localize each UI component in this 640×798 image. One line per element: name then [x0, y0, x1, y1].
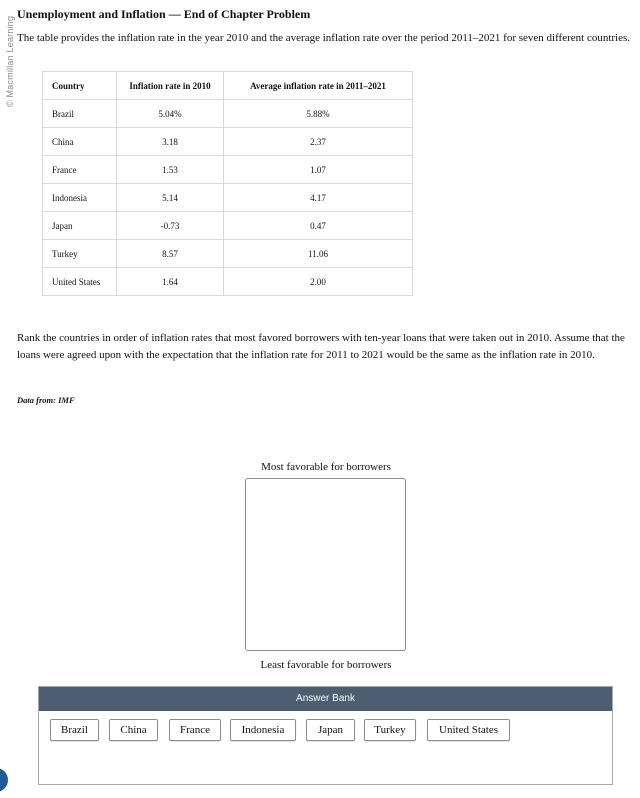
cell-country: Indonesia [43, 184, 117, 212]
table-row [43, 240, 413, 268]
cell-average-rate: 0.47 [224, 212, 413, 240]
cell-rate-2010: 8.57 [117, 240, 224, 268]
table-row [43, 184, 413, 212]
cell-rate-2010: 1.64 [117, 268, 224, 296]
table-row [43, 268, 413, 296]
cell-average-rate: 4.17 [224, 184, 413, 212]
table-row [43, 128, 413, 156]
answer-bank [38, 686, 613, 785]
table-row [43, 156, 413, 184]
least-favorable-label: Least favorable for borrowers [260, 659, 392, 671]
cell-country: United States [43, 268, 117, 296]
most-favorable-label: Most favorable for borrowers [261, 461, 391, 473]
chip-brazil[interactable]: Brazil [50, 719, 99, 741]
cell-average-rate: 1.07 [224, 156, 413, 184]
cell-average-rate: 5.88% [224, 100, 413, 128]
cell-rate-2010: 1.53 [117, 156, 224, 184]
header-country: Country [43, 72, 117, 100]
chip-united-states[interactable]: United States [427, 719, 510, 741]
cell-country: Turkey [43, 240, 117, 268]
inflation-table [42, 71, 413, 296]
cell-country: Brazil [43, 100, 117, 128]
cell-average-rate: 11.06 [224, 240, 413, 268]
chip-turkey[interactable]: Turkey [364, 719, 416, 741]
cell-country: France [43, 156, 117, 184]
cell-country: China [43, 128, 117, 156]
table-header-row [43, 72, 413, 100]
chip-japan[interactable]: Japan [306, 719, 355, 741]
header-average-inflation: Average inflation rate in 2011–2021 [224, 72, 413, 100]
chip-indonesia[interactable]: Indonesia [230, 719, 296, 741]
question-text: Rank the countries in order of inflation rates that most favored borrowers with ten-year loans that were taken out in 2010. Assume that the loans were agreed upon with the expectation that the inflation rate for 2011 to 2021 would be the same as the inflation rate in 2010. [17, 332, 625, 361]
table-row [43, 100, 413, 128]
ranking-drop-zone[interactable] [245, 478, 406, 651]
table-row [43, 212, 413, 240]
cell-rate-2010: 5.14 [117, 184, 224, 212]
help-dot-icon[interactable] [0, 768, 8, 792]
header-inflation-2010: Inflation rate in 2010 [117, 72, 224, 100]
page-title: Unemployment and Inflation — End of Chapter Problem [17, 7, 311, 21]
cell-rate-2010: 3.18 [117, 128, 224, 156]
intro-text: The table provides the inflation rate in the year 2010 and the average inflation rate over the period 2011–2021 for seven different countries. [17, 32, 631, 44]
cell-average-rate: 2.37 [224, 128, 413, 156]
data-source: Data from: IMF [17, 395, 75, 405]
cell-rate-2010: 5.04% [117, 100, 224, 128]
copyright-watermark: © Macmillan Learning [5, 15, 15, 107]
chip-france[interactable]: France [169, 719, 221, 741]
chip-china[interactable]: China [109, 719, 158, 741]
answer-bank-title: Answer Bank [39, 687, 612, 711]
cell-average-rate: 2.00 [224, 268, 413, 296]
cell-country: Japan [43, 212, 117, 240]
cell-rate-2010: -0.73 [117, 212, 224, 240]
